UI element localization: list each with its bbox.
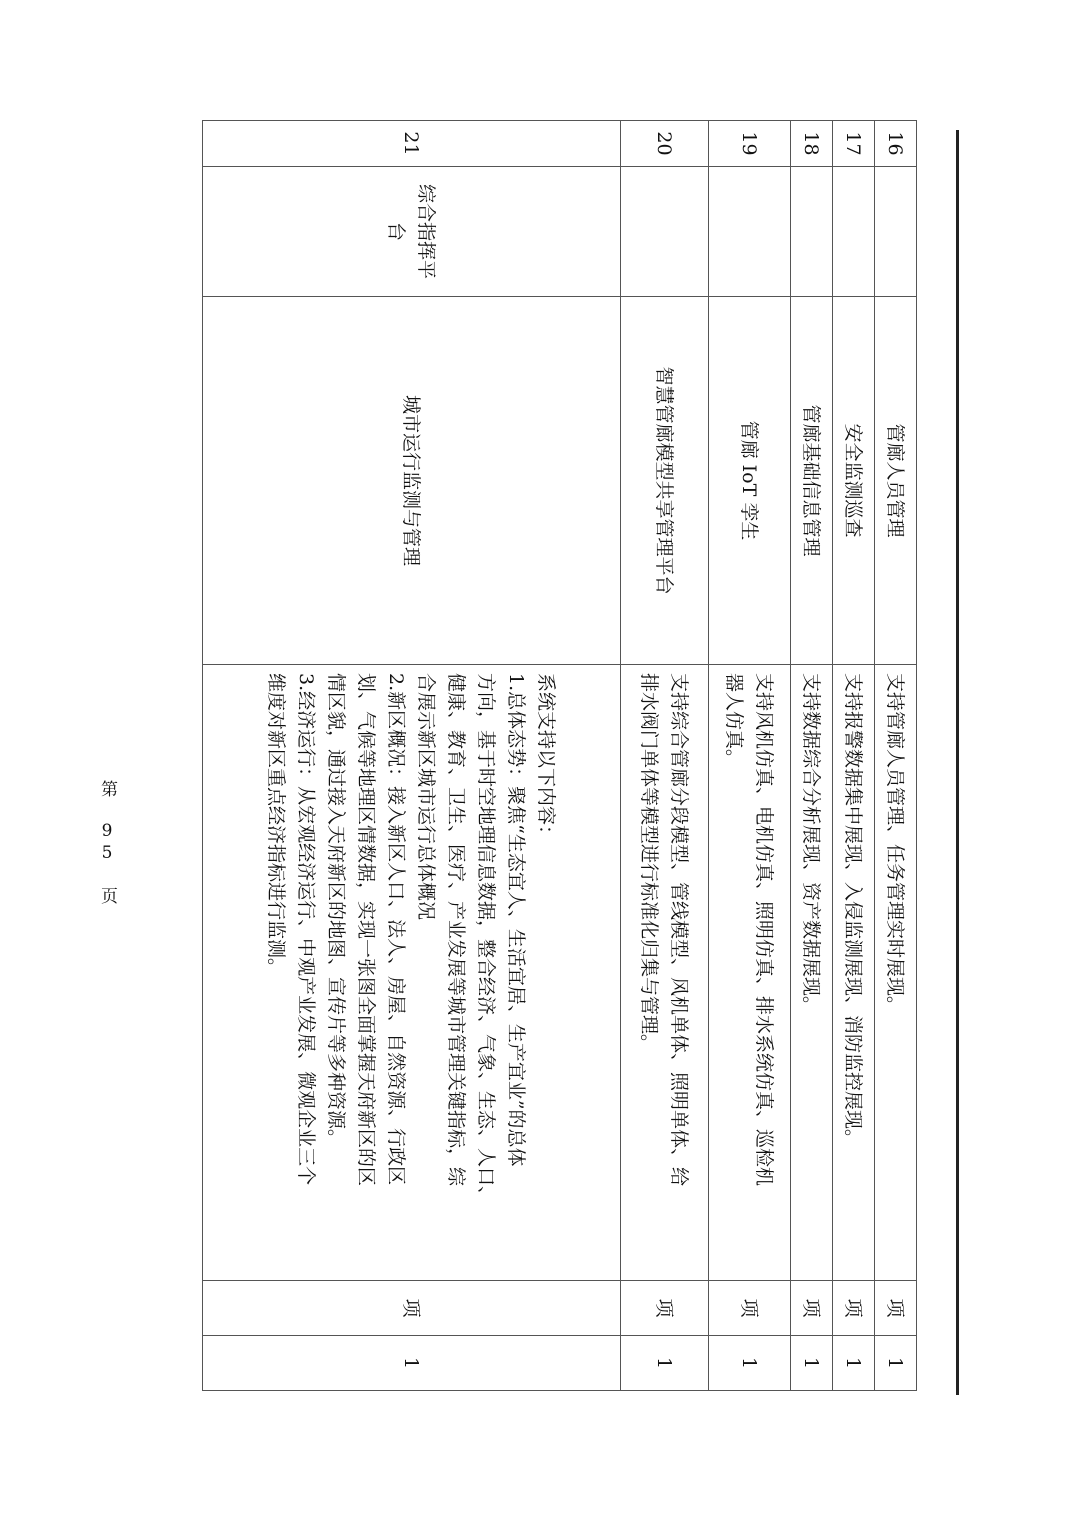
table-row	[203, 121, 621, 1391]
row-item: 管廊 IoT 孪生	[709, 297, 791, 665]
row-quantity: 1	[791, 1336, 833, 1391]
row-number: 18	[791, 121, 833, 167]
row-number: 21	[203, 121, 621, 167]
description-line: 情区貌，通过接入天府新区的地图、宣传片等多种资源。	[325, 673, 348, 1149]
description-line: 合展示新区城市运行总体概况	[415, 673, 438, 921]
row-description	[709, 665, 791, 1281]
row-item: 管廊人员管理	[875, 297, 917, 665]
table-wrapper	[200, 120, 917, 1390]
description-line: 器人仿真。	[723, 673, 746, 769]
row-unit: 项	[709, 1281, 791, 1336]
row-category	[621, 167, 709, 297]
row-number: 20	[621, 121, 709, 167]
description-line: 支持报警数据集中展现、入侵监测展现、消防监控展现。	[842, 673, 865, 1149]
row-quantity: 1	[621, 1336, 709, 1391]
row-unit: 项	[833, 1281, 875, 1336]
row-category	[875, 167, 917, 297]
description-line: 2.新区概况：接入新区人口、法人、房屋、自然资源、行政区	[385, 673, 408, 1186]
row-category	[709, 167, 791, 297]
row-number: 17	[833, 121, 875, 167]
table-row	[621, 121, 709, 1391]
row-description	[621, 665, 709, 1281]
description-line: 划、气候等地理区情数据，实现一张图全面掌握天府新区的区	[355, 673, 378, 1187]
row-quantity: 1	[709, 1336, 791, 1391]
description-line: 1.总体态势：聚焦“生态宜人、生活宜居、生产宜业”的总体	[505, 673, 528, 1167]
row-unit: 项	[791, 1281, 833, 1336]
description-line: 健康、教育、卫生、医疗、产业发展等城市管理关键指标，综	[445, 673, 468, 1187]
row-item: 安全监测巡查	[833, 297, 875, 665]
description-line: 方向，基于时空地理信息数据，整合经济、气象、生态、人口、	[475, 673, 498, 1206]
row-number: 16	[875, 121, 917, 167]
row-description	[875, 665, 917, 1281]
description-line: 维度对新区重点经济指标进行监测。	[265, 673, 288, 978]
row-number: 19	[709, 121, 791, 167]
row-description	[791, 665, 833, 1281]
row-category: 综合指挥平台	[203, 167, 621, 297]
table-row	[875, 121, 917, 1391]
description-line: 3.经济运行：从宏观经济运行、中观产业发展、微观企业三个	[295, 673, 318, 1186]
description-line: 支持数据综合分析展现、资产数据展现。	[800, 673, 823, 1016]
row-item: 管廊基础信息管理	[791, 297, 833, 665]
row-category	[791, 167, 833, 297]
row-quantity: 1	[875, 1336, 917, 1391]
description-line: 系统支持以下内容：	[535, 673, 558, 845]
description-line: 支持综合管廊分段模型、管线模型、风机单体、照明单体、给	[668, 673, 691, 1187]
table-row	[833, 121, 875, 1391]
row-description	[203, 665, 621, 1281]
row-item: 城市运行监测与管理	[203, 297, 621, 665]
description-line: 支持风机仿真、电机仿真、照明仿真、排水系统仿真、巡检机	[753, 673, 776, 1187]
row-description	[833, 665, 875, 1281]
row-unit: 项	[621, 1281, 709, 1336]
row-quantity: 1	[203, 1336, 621, 1391]
requirements-table	[202, 120, 917, 1391]
row-item: 智慧管廊模型共享管理平台	[621, 297, 709, 665]
table-row	[709, 121, 791, 1391]
row-category	[833, 167, 875, 297]
row-unit: 项	[875, 1281, 917, 1336]
row-quantity: 1	[833, 1336, 875, 1391]
row-unit: 项	[203, 1281, 621, 1336]
table-row	[791, 121, 833, 1391]
page-footer: 第 95 页	[97, 780, 117, 906]
rotated-table-stage	[200, 120, 1040, 1390]
description-line: 支持管廊人员管理、任务管理实时展现。	[884, 673, 907, 1016]
description-line: 排水阀门单体等模型进行标准化归集与管理。	[638, 673, 661, 1054]
